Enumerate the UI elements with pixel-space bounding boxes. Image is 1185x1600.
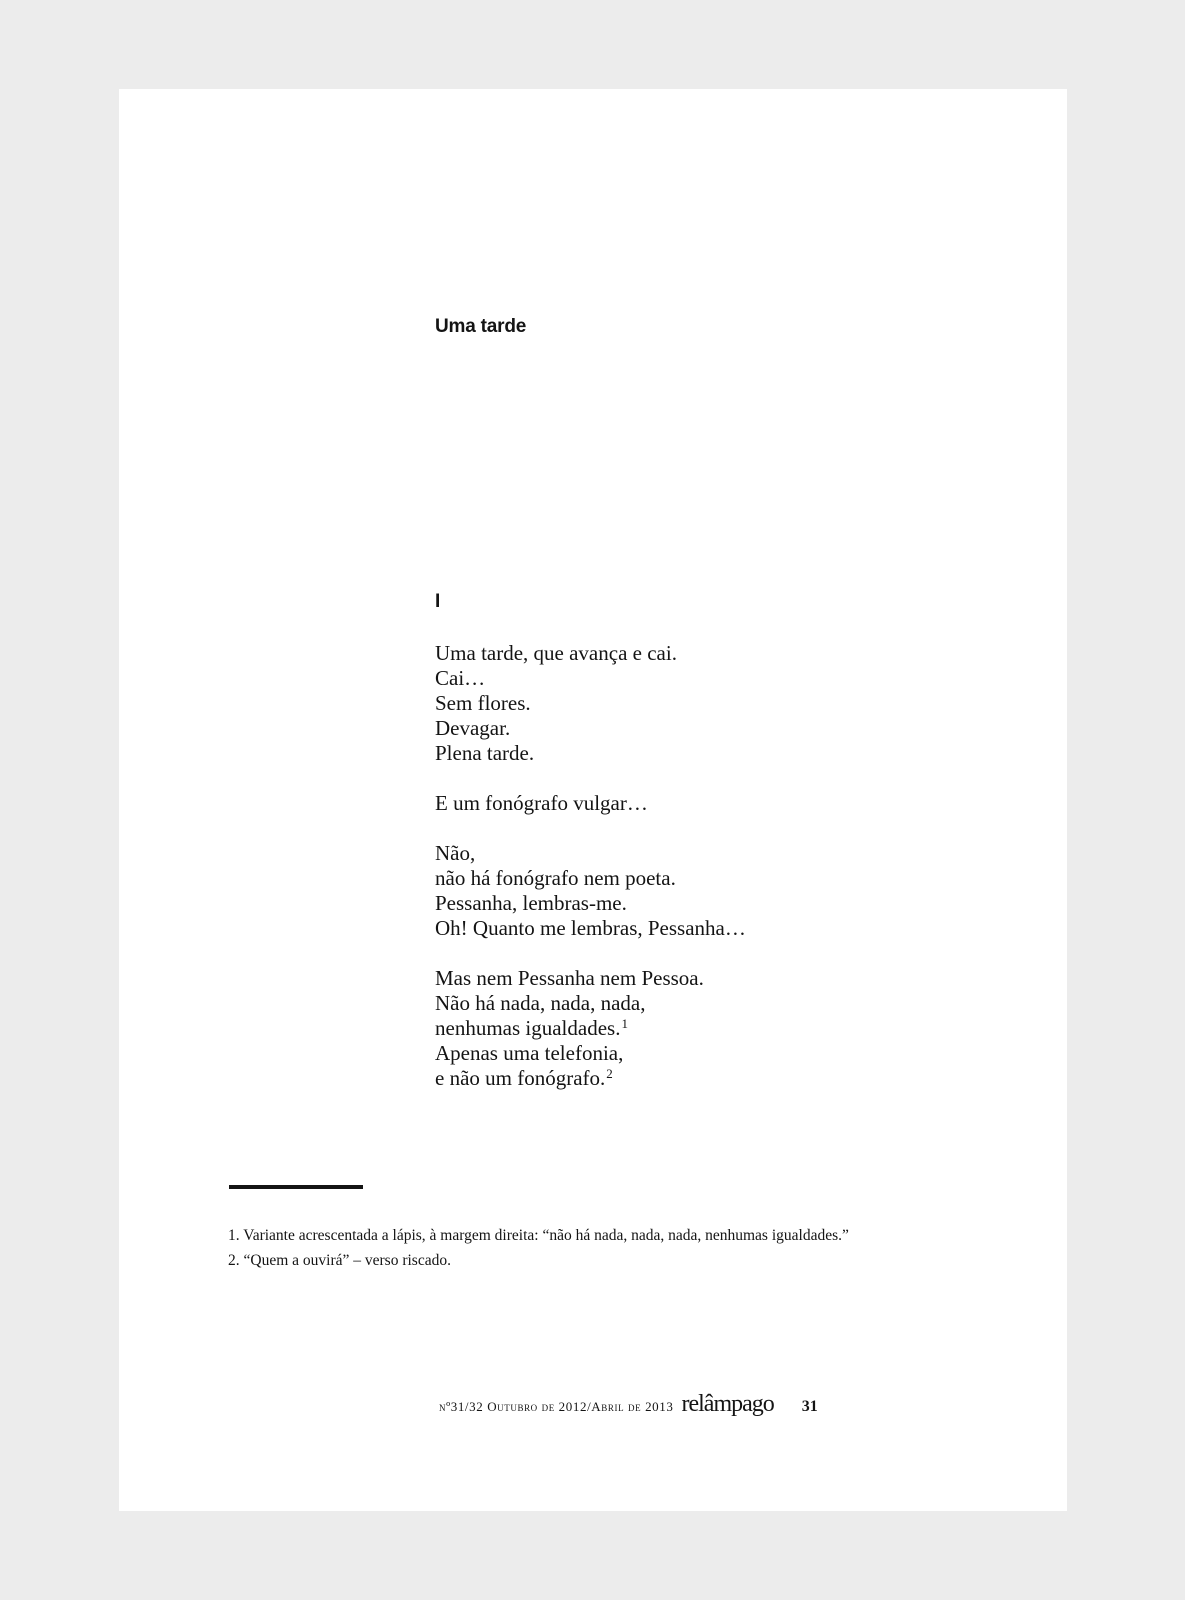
poem-line: Não há nada, nada, nada, xyxy=(435,991,646,1015)
page-number: 31 xyxy=(801,1398,818,1415)
poem-line: Uma tarde, que avança e cai. xyxy=(435,641,677,665)
footnotes xyxy=(228,1223,849,1273)
issue-info: nº31/32 Outubro de 2012/Abril de 2013 xyxy=(439,1399,674,1414)
stanza xyxy=(435,641,746,766)
page-footer xyxy=(439,1391,818,1421)
poem-line: Sem flores. xyxy=(435,691,531,715)
poem-line: Devagar. xyxy=(435,716,511,740)
poem-title: Uma tarde xyxy=(435,316,527,337)
footnote-rule xyxy=(229,1185,363,1189)
poem-line: Apenas uma telefonia, xyxy=(435,1041,624,1065)
footnote-marker: 2 xyxy=(606,1066,613,1081)
poem-line xyxy=(435,1066,746,1091)
poem-line: Plena tarde. xyxy=(435,741,535,765)
footnote-marker: 1 xyxy=(621,1016,628,1031)
stanza xyxy=(435,966,746,1091)
stanza xyxy=(435,841,746,941)
poem-line: Não, xyxy=(435,841,476,865)
stanza xyxy=(435,791,746,816)
poem-line: Cai… xyxy=(435,666,486,690)
poem-line: E um fonógrafo vulgar… xyxy=(435,791,648,815)
section-number: I xyxy=(435,591,441,612)
poem-line: Pessanha, lembras-me. xyxy=(435,891,627,915)
poem-line: Oh! Quanto me lembras, Pessanha… xyxy=(435,916,746,940)
poem-line-text: nenhumas igualdades. xyxy=(435,1016,621,1040)
magazine-logo: relâmpago xyxy=(681,1391,774,1417)
footnote: 2. “Quem a ouvirá” – verso riscado. xyxy=(228,1252,451,1269)
poem-body xyxy=(435,641,746,1116)
poem-line xyxy=(435,1016,746,1041)
poem-line-text: e não um fonógrafo. xyxy=(435,1066,606,1090)
poem-line: Mas nem Pessanha nem Pessoa. xyxy=(435,966,704,990)
poem-line: não há fonógrafo nem poeta. xyxy=(435,866,676,890)
page xyxy=(119,89,1067,1511)
footnote: 1. Variante acrescentada a lápis, à margem direita: “não há nada, nada, nada, nenhumas igualdades.” xyxy=(228,1227,849,1244)
